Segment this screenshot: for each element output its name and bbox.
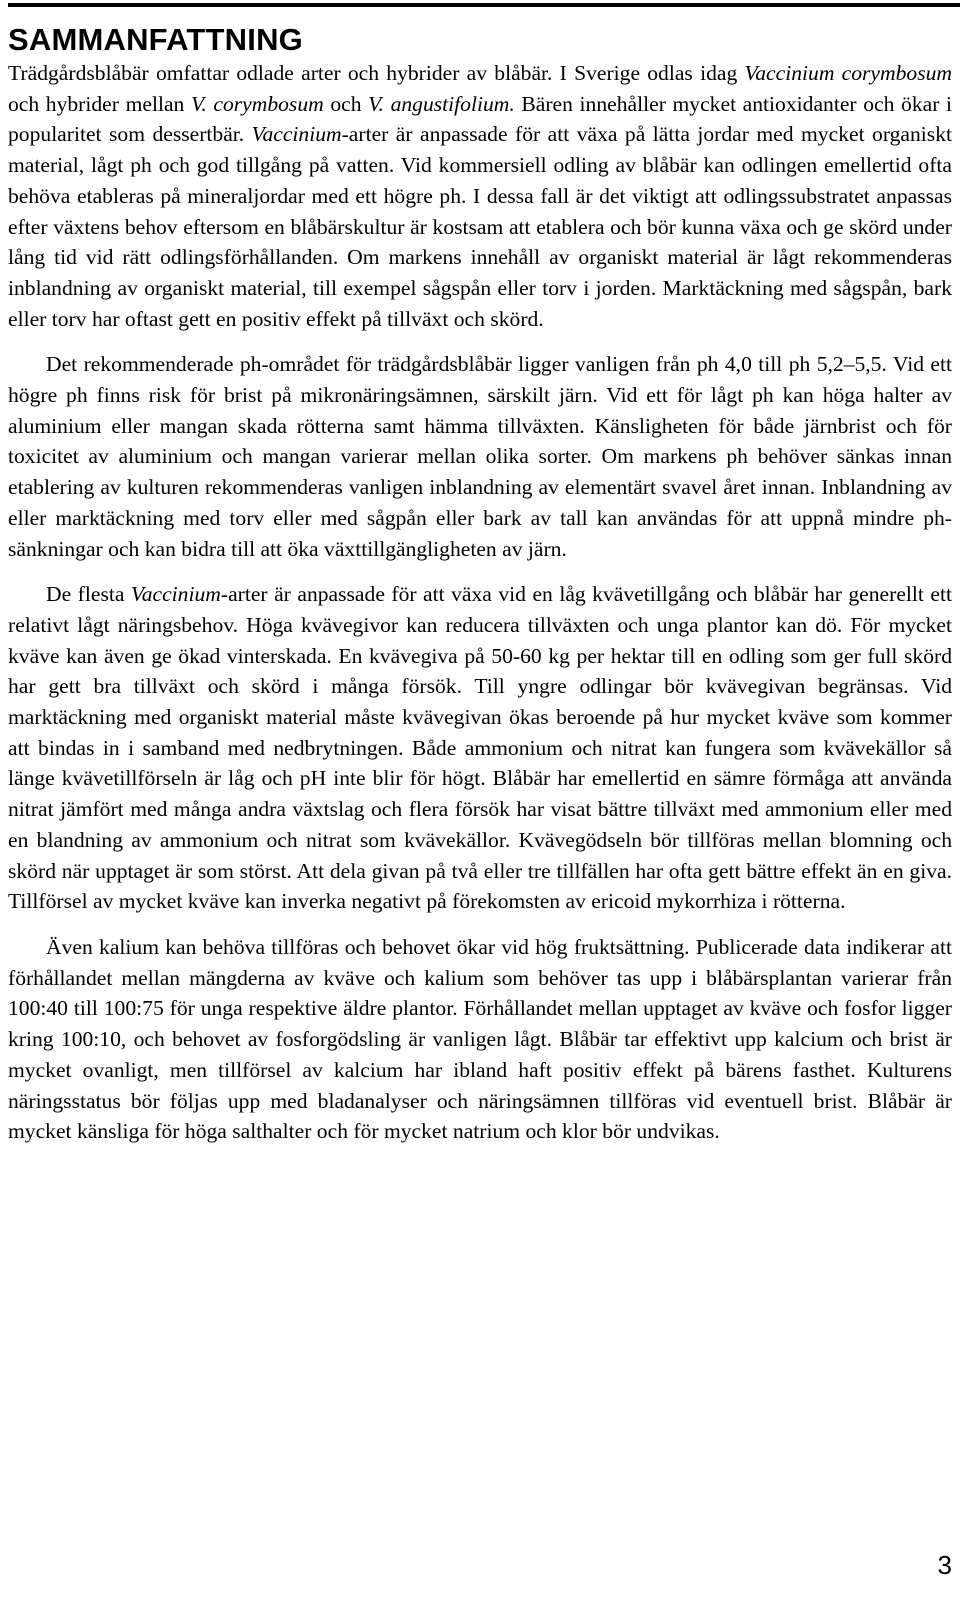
document-page bbox=[8, 20, 952, 1147]
page-number: 3 bbox=[937, 1550, 952, 1580]
paragraph-1-italic-genus: Vaccinium bbox=[251, 122, 342, 147]
paragraph-3-text-b: -arter är anpassade för att växa vid en låg kvävetillgång och blåbär har generellt ett relativt lågt näringsbehov. Höga kvävegivor kan reducera tillväxten och unga plantor kan dö. För mycket kväve kan även ge ökad vinterskada. En kvävegiva på 50-60 kg per hektar till en odling som ger full skörd har gett bra tillväxt och skörd i många försök. Till yngre odlingar bör kvävegivan begränsas. Vid marktäckning med organiskt material måste kvävegivan ökas beroende på hur mycket kväve som kommer att bindas in i samband med nedbrytningen. Både ammonium och nitrat kan fungera som kvävekällor så länge kvävetillförseln är låg och pH inte blir för högt. Blåbär har emellertid en sämre förmåga att använda nitrat jämfört med många andra växtslag och flera försök har visat bättre tillväxt med ammonium eller med en blandning av ammonium och nitrat som kvävekällor. Kvävegödseln bör tillföras mellan blomning och skörd när upptaget är som störst. Att dela givan på två eller tre tillfällen har ofta gett bättre effekt än en giva. Tillförsel av mycket kväve kan inverka negativt på förekomsten av ericoid mykorrhiza i rötterna. bbox=[8, 582, 952, 914]
paragraph-1 bbox=[8, 58, 952, 334]
paragraph-1-text-a: Trädgårdsblåbär omfattar odlade arter och hybrider av blåbär. I Sverige odlas idag bbox=[8, 61, 745, 85]
section-heading: SAMMANFATTNING bbox=[8, 22, 303, 57]
paragraph-1-italic-species-2: V. corymbosum bbox=[190, 91, 324, 116]
paragraph-3-text-a: De flesta bbox=[46, 582, 131, 607]
paragraph-1-text-c: och bbox=[323, 91, 369, 116]
paragraph-1-text-e: -arter är anpassade för att växa på lätta jordar med mycket organiskt material, lågt ph och god tillgång på vatten. Vid kommersiell odling av blåbär kan odlingen emellertid ofta behöva etableras på mineraljordar med ett högre ph. I dessa fall är det viktigt att odlingssubstratet anpassas efter växtens behov eftersom en blåbärskultur är kostsam att etablera och bör kunna växa och ge skörd under lång tid vid rätt odlingsförhållanden. Om markens innehåll av organiskt material är lågt rekommenderas inblandning av organiskt material, till exempel sågspån eller torv i jorden. Marktäckning med sågspån, bark eller torv har oftast gett en positiv effekt på tillväxt och skörd. bbox=[8, 122, 952, 331]
paragraph-1-text-b: och hybrider mellan bbox=[8, 91, 191, 116]
paragraph-3-italic-genus: Vaccinium bbox=[130, 582, 221, 607]
paragraph-4: Även kalium kan behöva tillföras och behovet ökar vid hög fruktsättning. Publicerade data indikerar att förhållandet mellan mängderna av kväve och kalium som behöver tas upp i blåbärsplantan varierar från 100:40 till 100:75 för unga respektive äldre plantor. Förhållandet mellan upptaget av kväve och fosfor ligger kring 100:10, och behovet av fosforgödsling är vanligen lågt. Blåbär tar effektivt upp kalcium och brist är mycket ovanligt, men tillförsel av kalcium har ibland haft positiv effekt på bärens fasthet. Kulturens näringsstatus bör följas upp med bladanalyser och näringsämnen tillföras vid eventuell brist. Blåbär är mycket känsliga för höga salthalter och för mycket natrium och klor bör undvikas. bbox=[8, 934, 952, 1144]
paragraph-2: Det rekommenderade ph-området för trädgårdsblåbär ligger vanligen från ph 4,0 till ph 5,2–5,5. Vid ett högre ph finns risk för brist på mikronäringsämnen, särskilt järn. Vid ett för lågt ph kan höga halter av aluminium eller mangan skada rötterna samt hämma tillväxten. Känsligheten för både järnbrist och för toxicitet av aluminium och mangan varierar mellan olika sorter. Om markens ph behöver sänkas innan etablering av kulturen rekommenderas vanligen inblandning av elementärt svavel året innan. Inblandning av eller marktäckning med torv eller med sågpån eller bark av tall kan användas för att uppnå mindre ph-sänkningar och kan bidra till att öka växttillgängligheten av järn. bbox=[8, 352, 952, 561]
top-rule bbox=[8, 3, 960, 7]
paragraph-1-text-d: Bären innehåller mycket antioxidanter och ökar i popularitet som dessertbär. bbox=[8, 91, 953, 147]
paragraph-1-italic-species-3: V. angustifolium. bbox=[368, 91, 515, 116]
paragraph-1-italic-species-1: Vaccinium corymbosum bbox=[744, 61, 952, 85]
paragraph-3 bbox=[8, 579, 952, 917]
